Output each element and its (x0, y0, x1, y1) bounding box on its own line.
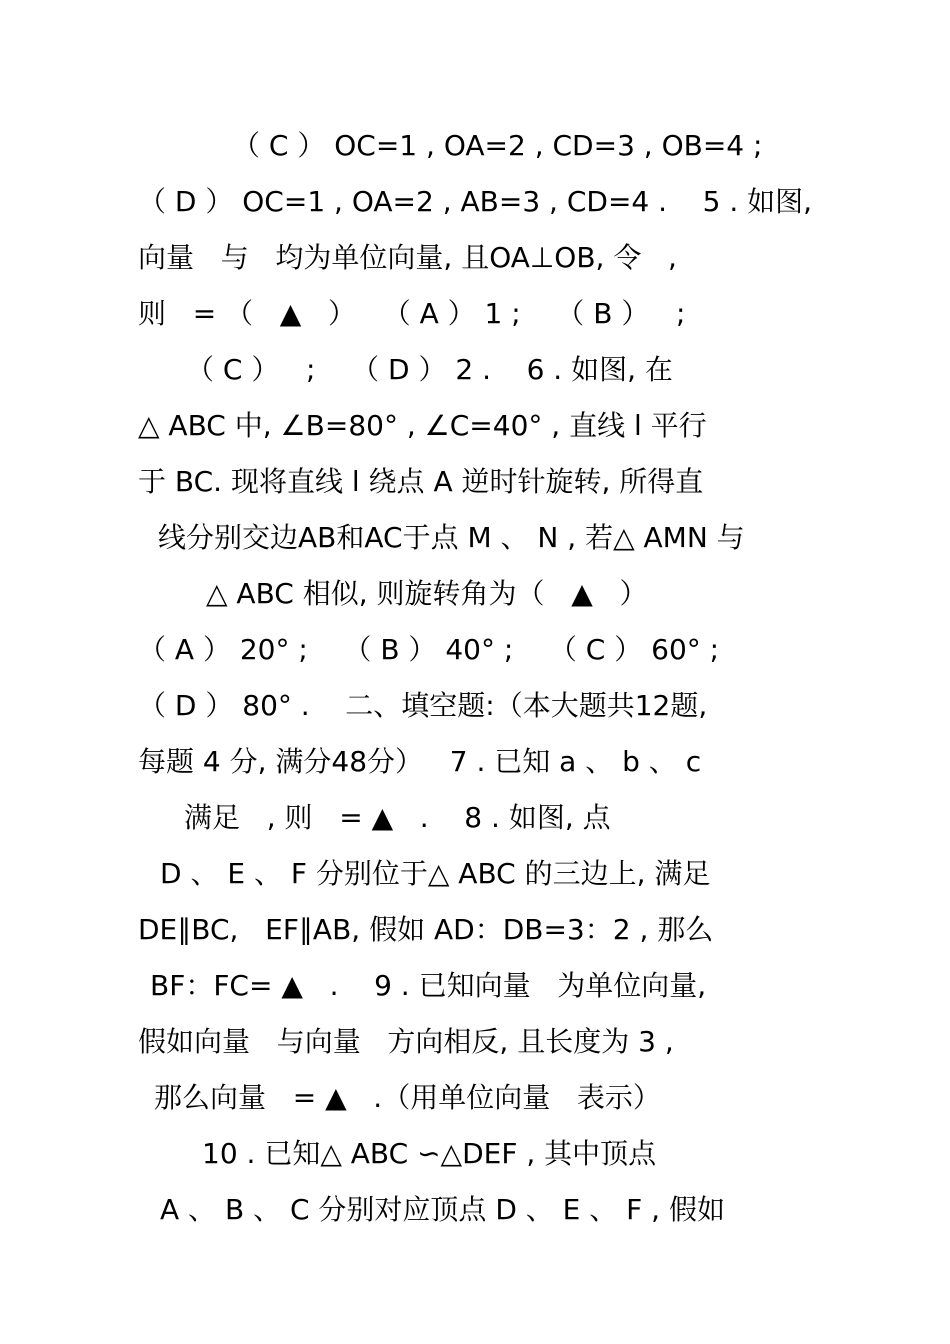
q7-q8-line: 满足 , 则 = ▲ . 8 . 如图, 点 (184, 801, 611, 834)
q6-text-line-3: 线分别交边AB和AC于点 M 、 N , 若△ AMN 与 (158, 521, 745, 554)
q5-text-line: 向量 与 均为单位向量, 且OA⊥OB, 令 , (138, 241, 677, 274)
q6-text-line-2: 于 BC. 现将直线 l 绕点 A 逆时针旋转, 所得直 (138, 465, 704, 498)
q7-line: 每题 4 分, 满分48分） 7 . 已知 a 、 b 、 c (138, 745, 702, 778)
q5-q6-line: （ C ） ; （ D ） 2 . 6 . 如图, 在 (186, 353, 673, 386)
q5-options-line: 则 = （ ▲ ） （ A ） 1 ; （ B ） ; (138, 297, 686, 330)
q8-text-line-2: DE∥BC, EF∥AB, 假如 AD：DB=3：2 , 那么 (138, 913, 714, 946)
q10-text-line-1: 10 . 已知△ ABC ∽△DEF , 其中顶点 (202, 1137, 657, 1170)
q6-options-line: （ A ） 20° ; （ B ） 40° ; （ C ） 60° ; (138, 633, 720, 666)
q6-text-line-1: △ ABC 中, ∠B=80° , ∠C=40° , 直线 l 平行 (138, 409, 707, 442)
option-c-line: （ C ） OC=1 , OA=2 , CD=3 , OB=4 ; (232, 129, 763, 162)
q10-text-line-2: A 、 B 、 C 分别对应顶点 D 、 E 、 F , 假如 (160, 1193, 725, 1226)
q8-text-line-1: D 、 E 、 F 分别位于△ ABC 的三边上, 满足 (160, 857, 711, 890)
q6-text-line-4: △ ABC 相似, 则旋转角为（ ▲ ） (206, 577, 648, 610)
q9-text-line-1: 假如向量 与向量 方向相反, 且长度为 3 , (138, 1025, 674, 1058)
q9-text-line-2: 那么向量 = ▲ .（用单位向量 表示） (154, 1081, 661, 1114)
q8-q9-line: BF：FC= ▲ . 9 . 已知向量 为单位向量, (150, 969, 707, 1002)
section-heading-line: （ D ） 80° . 二、填空题:（本大题共12题, (138, 689, 708, 722)
option-d-q5-line: （ D ） OC=1 , OA=2 , AB=3 , CD=4 . 5 . 如图, (138, 185, 813, 218)
